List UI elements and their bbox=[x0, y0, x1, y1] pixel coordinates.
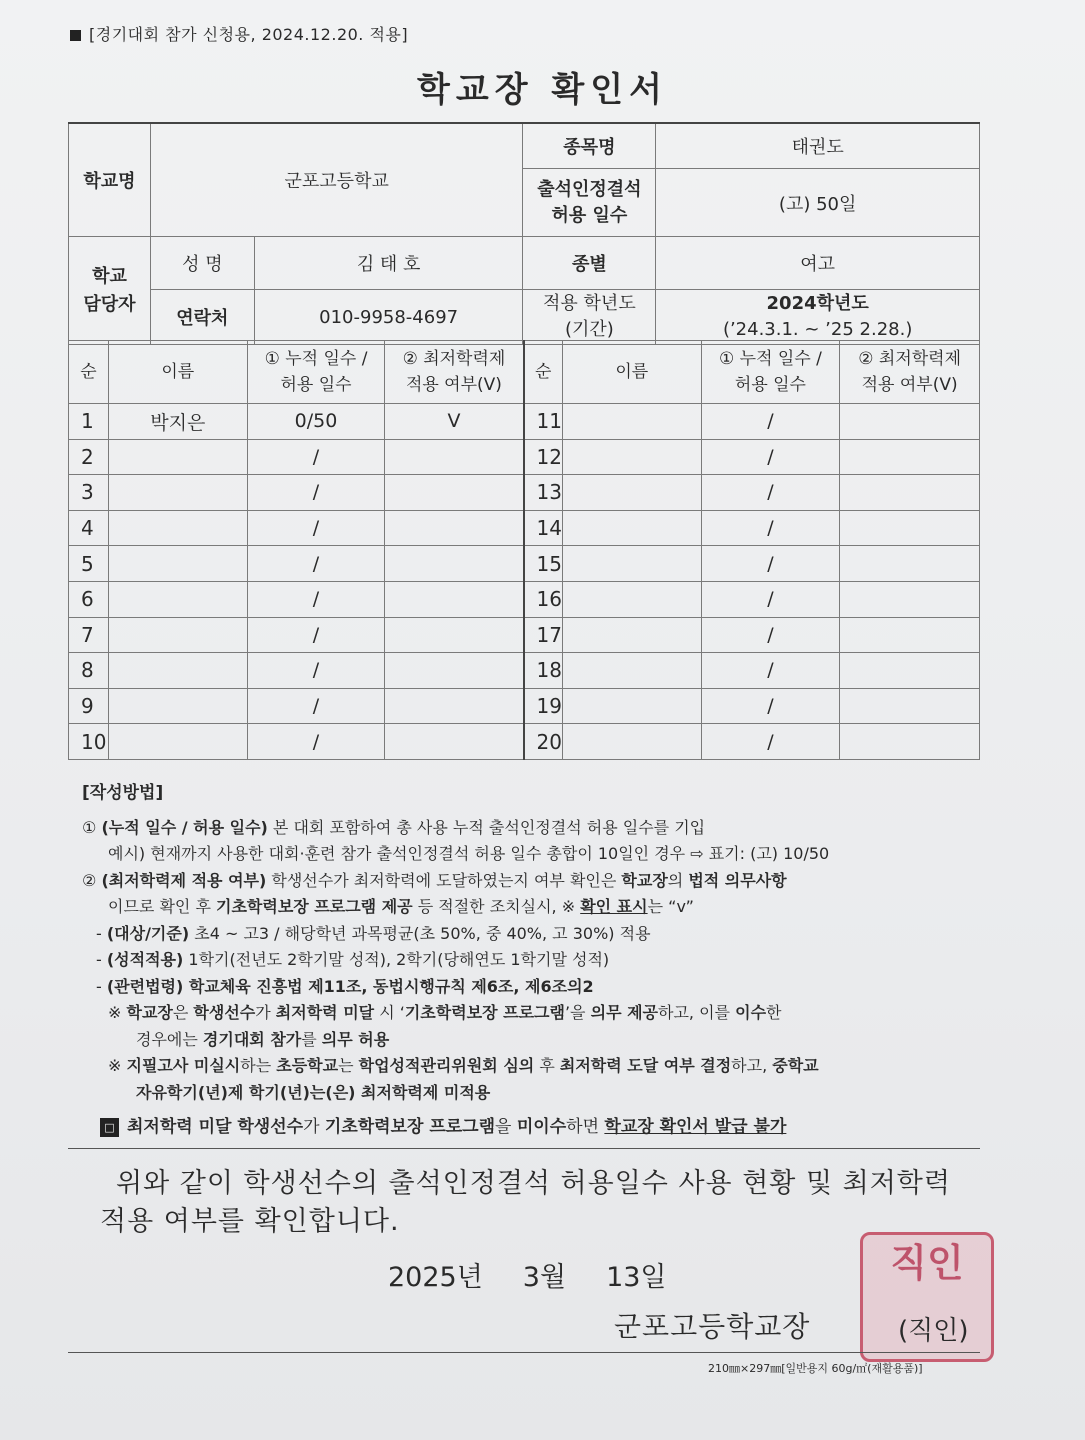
row-min bbox=[385, 510, 524, 546]
row-days-right: / bbox=[701, 724, 840, 760]
col-min-right: ② 최저학력제 적용 여부(V) bbox=[840, 341, 980, 404]
col-min: ② 최저학력제 적용 여부(V) bbox=[385, 341, 524, 404]
year-label: 적용 학년도 (기간) bbox=[523, 290, 656, 345]
col-name: 이름 bbox=[108, 341, 247, 404]
row-name-right bbox=[562, 724, 701, 760]
row-min-right bbox=[840, 724, 980, 760]
contact-value: 010-9958-4697 bbox=[254, 290, 523, 345]
divider-bottom bbox=[68, 1352, 980, 1353]
row-name: 박지은 bbox=[108, 404, 247, 440]
row-min bbox=[385, 546, 524, 582]
row-name-right bbox=[562, 581, 701, 617]
row-days: / bbox=[247, 439, 385, 475]
row-days-right: / bbox=[701, 510, 840, 546]
event-value: 태권도 bbox=[656, 123, 980, 169]
row-name-right bbox=[562, 617, 701, 653]
name-label: 성 명 bbox=[150, 237, 254, 290]
row-name-right bbox=[562, 546, 701, 582]
form-header bbox=[70, 22, 408, 45]
note-2: ※ 지필고사 미실시하는 초등학교는 학업성적관리위원회 심의 후 최저학력 도달 여부 결정하고, 중학교 bbox=[108, 1056, 819, 1075]
page-title: 학교장 확인서 bbox=[417, 70, 668, 110]
instruction-2: ② (최저학력제 적용 여부) 학생선수가 최저학력에 도달하였는지 여부 확인은 학교장의 법적 의무사항 bbox=[82, 870, 787, 890]
row-no: 2 bbox=[69, 439, 109, 475]
row-days-right: / bbox=[701, 404, 840, 440]
row-days: 0/50 bbox=[247, 404, 385, 440]
row-min-right bbox=[840, 688, 980, 724]
col-no: 순 bbox=[69, 341, 109, 404]
criteria-grade: - (성적적용) 1학기(전년도 2학기말 성적), 2학기(당해연도 1학기말 성적) bbox=[96, 950, 610, 969]
row-no-right: 11 bbox=[524, 404, 563, 440]
row-days-right: / bbox=[701, 617, 840, 653]
year-value: 2024학년도 (’24.3.1. ~ ’25 2.28.) bbox=[656, 290, 980, 345]
header-text: [경기대회 참가 신청용, 2024.12.20. 적용] bbox=[89, 25, 409, 44]
divider-top bbox=[68, 1148, 980, 1149]
school-value: 군포고등학교 bbox=[150, 123, 523, 237]
allow-days-value: (고) 50일 bbox=[656, 169, 980, 237]
row-days: / bbox=[247, 724, 385, 760]
row-name bbox=[108, 724, 247, 760]
row-no-right: 17 bbox=[524, 617, 563, 653]
col-days-right: ① 누적 일수 / 허용 일수 bbox=[701, 341, 840, 404]
instruction-1: ① (누적 일수 / 허용 일수) 본 대회 포함하여 총 사용 누적 출석인정결석 허용 일수를 기입 bbox=[82, 817, 706, 837]
row-no-right: 14 bbox=[524, 510, 563, 546]
school-principal: 군포고등학교장 bbox=[614, 1310, 811, 1343]
row-name-right bbox=[562, 688, 701, 724]
row-days-right: / bbox=[701, 653, 840, 689]
row-days-right: / bbox=[701, 439, 840, 475]
table-row bbox=[69, 510, 980, 546]
row-no: 5 bbox=[69, 546, 109, 582]
info-table bbox=[68, 122, 980, 345]
row-days-right: / bbox=[701, 688, 840, 724]
row-name bbox=[108, 475, 247, 511]
table-row bbox=[69, 546, 980, 582]
row-days: / bbox=[247, 617, 385, 653]
col-days: ① 누적 일수 / 허용 일수 bbox=[247, 341, 385, 404]
row-name-right bbox=[562, 404, 701, 440]
row-days: / bbox=[247, 475, 385, 511]
row-name-right bbox=[562, 439, 701, 475]
row-min bbox=[385, 688, 524, 724]
type-label: 종별 bbox=[523, 237, 656, 290]
row-name bbox=[108, 581, 247, 617]
row-no-right: 18 bbox=[524, 653, 563, 689]
seal-label: (직인) bbox=[898, 1316, 969, 1346]
manager-label: 학교 담당자 bbox=[69, 237, 151, 345]
row-min-right bbox=[840, 404, 980, 440]
row-no: 4 bbox=[69, 510, 109, 546]
school-label: 학교명 bbox=[69, 123, 151, 237]
row-min bbox=[385, 581, 524, 617]
allow-days-label: 출석인정결석 허용 일수 bbox=[523, 169, 656, 237]
row-days: / bbox=[247, 688, 385, 724]
row-no: 10 bbox=[69, 724, 109, 760]
row-min-right bbox=[840, 581, 980, 617]
issue-date: 2025년 3월 13일 bbox=[388, 1262, 667, 1293]
row-min: V bbox=[385, 404, 524, 440]
row-days: / bbox=[247, 546, 385, 582]
row-no-right: 20 bbox=[524, 724, 563, 760]
row-name bbox=[108, 688, 247, 724]
row-min bbox=[385, 653, 524, 689]
table-header-row bbox=[69, 341, 980, 404]
instruction-1-example: 예시) 현재까지 사용한 대회·훈련 참가 출석인정결석 허용 일수 총합이 10일인 경우 ⇨ 표기: (고) 10/50 bbox=[108, 844, 830, 863]
row-days: / bbox=[247, 581, 385, 617]
checkbox-icon: □ bbox=[100, 1118, 119, 1137]
name-value: 김 태 호 bbox=[254, 237, 523, 290]
row-days-right: / bbox=[701, 475, 840, 511]
col-no-right: 순 bbox=[524, 341, 563, 404]
paper-spec: 210㎜×297㎜[일반용지 60g/㎡(재활용품)] bbox=[708, 1362, 923, 1375]
official-seal: 직인 bbox=[860, 1232, 994, 1362]
table-row bbox=[69, 475, 980, 511]
instruction-2-cont: 이므로 확인 후 기초학력보장 프로그램 제공 등 적절한 조치실시, ※ 확인 표시는 “v” bbox=[108, 897, 694, 916]
row-no-right: 13 bbox=[524, 475, 563, 511]
final-notice: □ 최저학력 미달 학생선수가 기초학력보장 프로그램을 미이수하면 학교장 확인서 발급 불가 bbox=[100, 1112, 786, 1137]
note-1-cont: 경우에는 경기대회 참가를 의무 허용 bbox=[136, 1029, 390, 1049]
row-no: 8 bbox=[69, 653, 109, 689]
row-min-right bbox=[840, 439, 980, 475]
row-name bbox=[108, 510, 247, 546]
contact-label: 연락처 bbox=[150, 290, 254, 345]
row-min-right bbox=[840, 510, 980, 546]
row-min-right bbox=[840, 546, 980, 582]
row-name bbox=[108, 546, 247, 582]
row-min bbox=[385, 475, 524, 511]
type-value: 여고 bbox=[656, 237, 980, 290]
table-body bbox=[69, 404, 980, 760]
row-name-right bbox=[562, 510, 701, 546]
square-bullet-icon bbox=[70, 30, 81, 41]
row-days: / bbox=[247, 510, 385, 546]
row-days: / bbox=[247, 653, 385, 689]
row-name-right bbox=[562, 653, 701, 689]
confirmation-text: 위와 같이 학생선수의 출석인정결석 허용일수 사용 현황 및 최저학력 적용 여부를 확인합니다. bbox=[100, 1168, 951, 1237]
row-name bbox=[108, 617, 247, 653]
row-name-right bbox=[562, 475, 701, 511]
row-min-right bbox=[840, 653, 980, 689]
note-1: ※ 학교장은 학생선수가 최저학력 미달 시 ‘기초학력보장 프로그램’을 의무 제공하고, 이를 이수한 bbox=[108, 1003, 782, 1022]
student-table bbox=[68, 340, 980, 760]
table-row bbox=[69, 404, 980, 440]
row-min bbox=[385, 617, 524, 653]
row-min bbox=[385, 724, 524, 760]
row-name bbox=[108, 653, 247, 689]
col-name-right: 이름 bbox=[562, 341, 701, 404]
note-2-cont: 자유학기(년)제 학기(년)는(은) 최저학력제 미적용 bbox=[136, 1082, 491, 1102]
row-no-right: 12 bbox=[524, 439, 563, 475]
row-no: 9 bbox=[69, 688, 109, 724]
instructions-heading: [작성방법] bbox=[82, 783, 164, 803]
row-no-right: 16 bbox=[524, 581, 563, 617]
event-label: 종목명 bbox=[523, 123, 656, 169]
row-no: 1 bbox=[69, 404, 109, 440]
table-row bbox=[69, 439, 980, 475]
row-no: 3 bbox=[69, 475, 109, 511]
table-row bbox=[69, 581, 980, 617]
row-min-right bbox=[840, 617, 980, 653]
row-no: 7 bbox=[69, 617, 109, 653]
row-days-right: / bbox=[701, 581, 840, 617]
table-row bbox=[69, 617, 980, 653]
table-row bbox=[69, 724, 980, 760]
row-no: 6 bbox=[69, 581, 109, 617]
row-no-right: 15 bbox=[524, 546, 563, 582]
row-min bbox=[385, 439, 524, 475]
criteria-law: - (관련법령) 학교체육 진흥법 제11조, 동법시행규칙 제6조, 제6조의2 bbox=[96, 976, 594, 996]
criteria-target: - (대상/기준) 초4 ~ 고3 / 해당학년 과목평균(초 50%, 중 40%, 고 30%) 적용 bbox=[96, 923, 651, 943]
table-row bbox=[69, 688, 980, 724]
row-no-right: 19 bbox=[524, 688, 563, 724]
row-days-right: / bbox=[701, 546, 840, 582]
instructions bbox=[82, 780, 982, 1106]
row-name bbox=[108, 439, 247, 475]
row-min-right bbox=[840, 475, 980, 511]
table-row bbox=[69, 653, 980, 689]
